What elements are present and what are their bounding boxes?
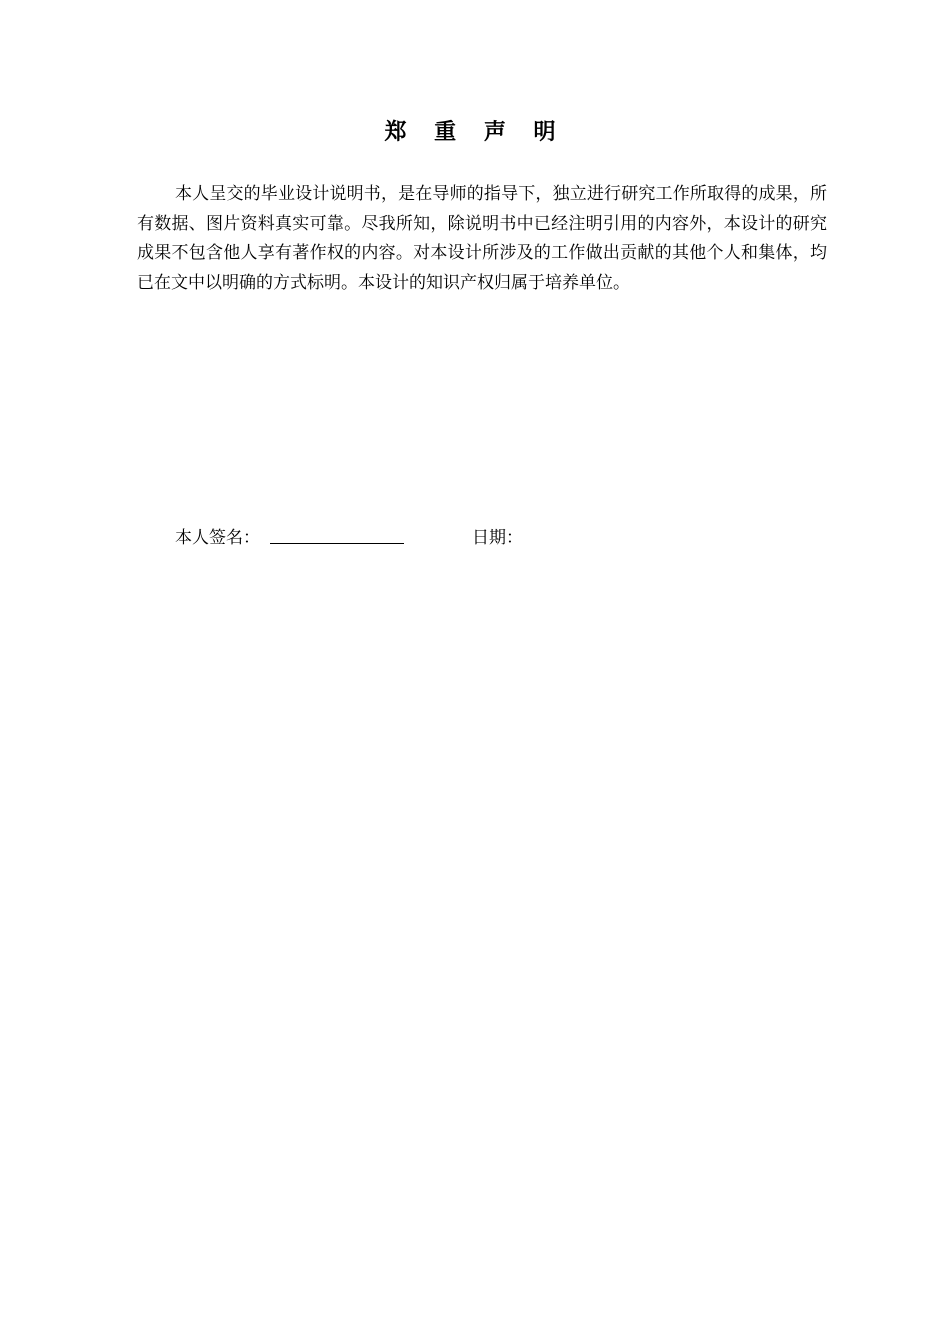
date-label: 日期： xyxy=(472,528,523,548)
declaration-paragraph: 本人呈交的毕业设计说明书，是在导师的指导下，独立进行研究工作所取得的成果，所有数据、图片资料真实可靠。尽我所知，除说明书中已经注明引用的内容外，本设计的研究成果不包含他人享有著作权的内容。对本设计所涉及的工作做出贡献的其他个人和集体，均已在文中以明确的方式标明。本设计的知识产权归属于培养单位。 xyxy=(137,184,827,293)
signature-row xyxy=(175,524,775,552)
signature-label: 本人签名： xyxy=(175,528,260,548)
page-title: 郑 重 声 明 xyxy=(384,120,566,145)
signature-line xyxy=(270,543,404,544)
